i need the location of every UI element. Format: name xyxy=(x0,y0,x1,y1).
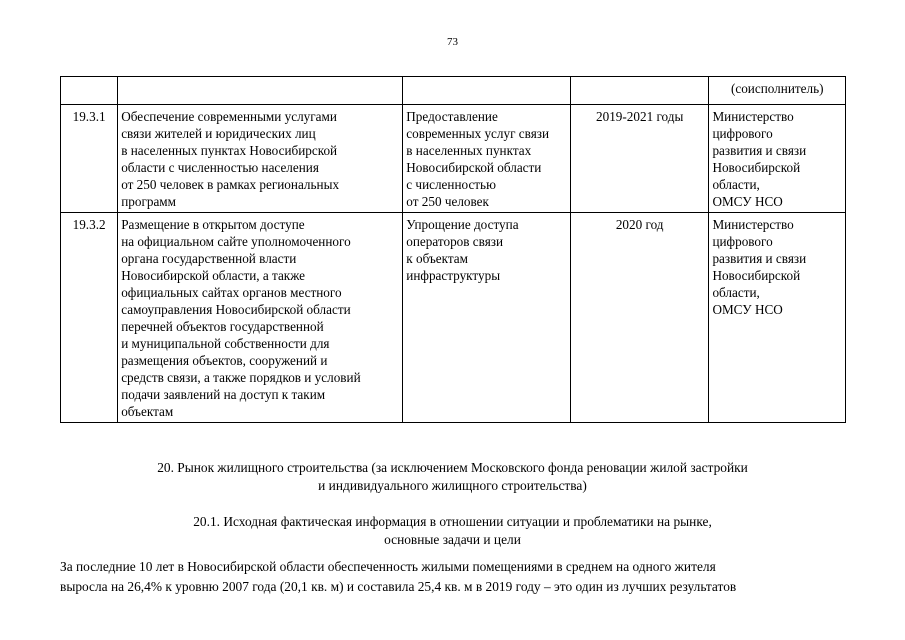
body-paragraph: За последние 10 лет в Новосибирской области обеспеченность жилыми помещениями в среднем на одного жителя выросла на 26,4% к уровню 2007 года (20,1 кв. м) и составила 25,4 кв. м в 2019 году – это один из лучших результатов xyxy=(60,559,737,594)
page-number: 73 xyxy=(447,36,458,48)
result-text: Упрощение доступа операторов связи к объектам инфраструктуры xyxy=(406,217,519,283)
activity-cell xyxy=(118,105,403,213)
result-text: Предоставление современных услуг связи в населенных пунктах Новосибирской области с численностью от 250 человек xyxy=(406,109,550,209)
term-cell: 2020 год xyxy=(570,213,709,423)
executor-cell xyxy=(709,105,846,213)
table-cell xyxy=(61,77,118,105)
row-number-cell: 19.3.1 xyxy=(61,105,118,213)
table-cell xyxy=(570,77,709,105)
executor-note-cell: (соисполнитель) xyxy=(709,77,846,105)
executor-text: Министерство цифрового развития и связи Новосибирской области, ОМСУ НСО xyxy=(712,109,807,209)
term-cell: 2019-2021 годы xyxy=(570,105,709,213)
section-heading: 20. Рынок жилищного строительства (за исключением Московского фонда реновации жилой застройки и индивидуального жилищного строительства) xyxy=(157,460,748,493)
executor-text: Министерство цифрового развития и связи Новосибирской области, ОМСУ НСО xyxy=(712,217,807,317)
table-row xyxy=(61,213,846,423)
executor-cell xyxy=(709,213,846,423)
measures-table xyxy=(60,76,846,423)
activity-text: Обеспечение современными услугами связи жителей и юридических лиц в населенных пунктах Новосибирской области с численностью населения от 250 человек в рамках региональных программ xyxy=(121,109,340,209)
row-number-cell: 19.3.2 xyxy=(61,213,118,423)
table-cell xyxy=(403,77,571,105)
subsection-heading: 20.1. Исходная фактическая информация в отношении ситуации и проблематики на рынке, основные задачи и цели xyxy=(193,514,712,547)
table-cell xyxy=(118,77,403,105)
result-cell xyxy=(403,213,571,423)
table-row xyxy=(61,105,846,213)
activity-cell xyxy=(118,213,403,423)
activity-text: Размещение в открытом доступе на официальном сайте уполномоченного органа государственной власти Новосибирской области, а также официальных сайтах органов местного самоуправления Новосибирской области перечней объектов государственной и муниципальной собственности для размещения объектов, сооружений и средств связи, а также порядков и условий подачи заявлений на доступ к таким объектам xyxy=(121,217,361,419)
result-cell xyxy=(403,105,571,213)
table-row xyxy=(61,77,846,105)
